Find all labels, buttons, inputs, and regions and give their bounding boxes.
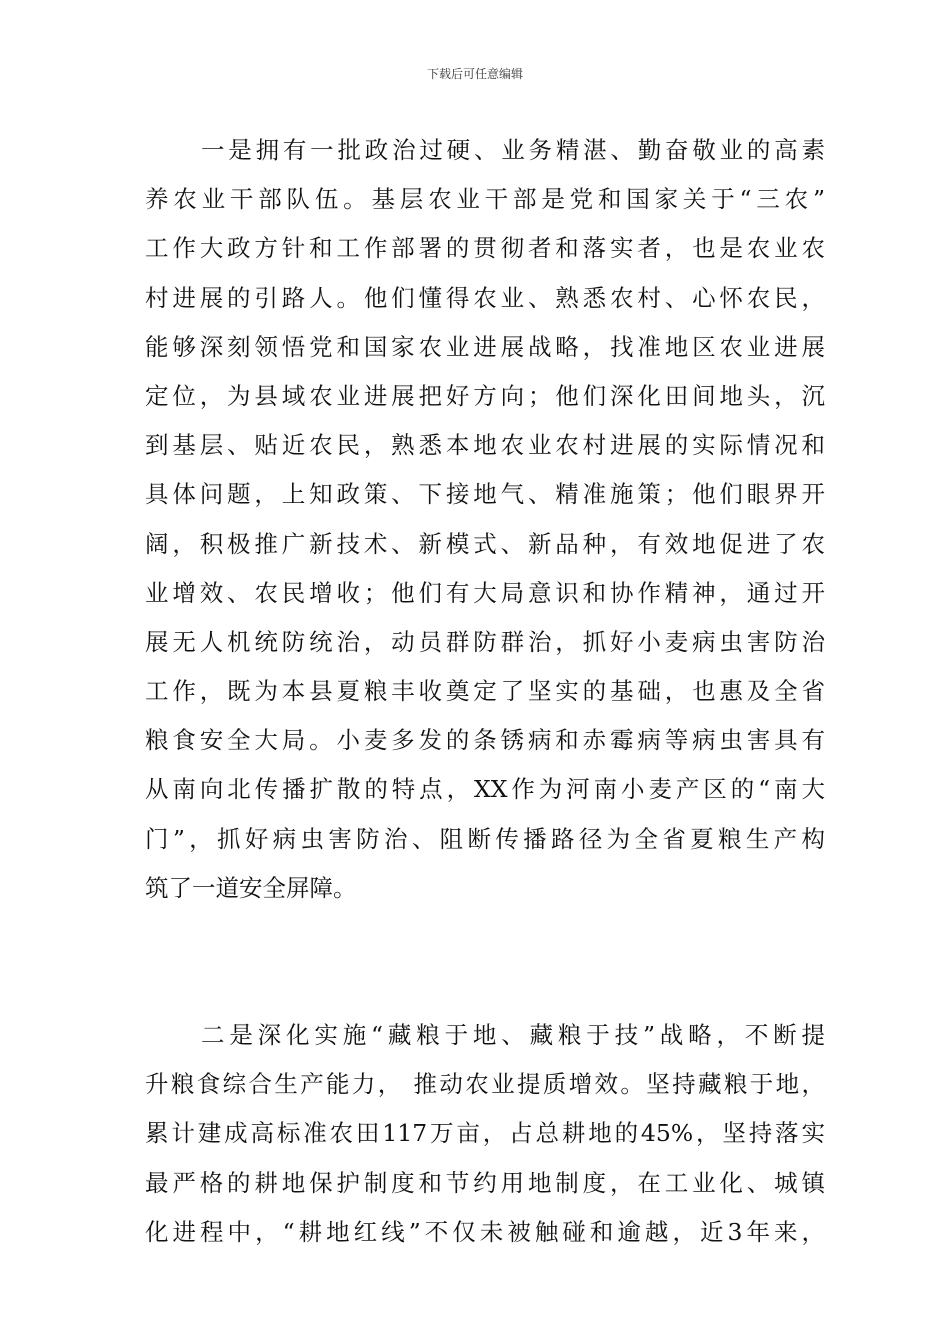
paragraph-2 — [145, 1011, 825, 1257]
paragraph-1 — [145, 126, 825, 913]
text-line: 最严格的耕地保护制度和节约用地制度，在工业化、城镇 — [145, 1168, 825, 1197]
paragraph-spacer — [145, 913, 825, 1011]
text-line: 累计建成高标准农田117万亩，占总耕地的45%，坚持落实 — [145, 1119, 825, 1148]
text-line: 业增效、农民增收；他们有大局意识和协作精神，通过开 — [145, 578, 825, 607]
text-line: 筑了一道安全屏障。 — [145, 873, 357, 902]
text-line: 门”，抓好病虫害防治、阻断传播路径为全省夏粮生产构 — [145, 824, 825, 853]
text-line: 具体问题，上知政策、下接地气、精准施策；他们眼界开 — [145, 480, 825, 509]
page-header: 下载后可任意编辑 — [426, 67, 523, 81]
text-line: 化进程中，“耕地红线”不仅未被触碰和逾越，近3年来， — [145, 1217, 825, 1246]
text-line: 二是深化实施“藏粮于地、藏粮于技”战略，不断提 — [201, 1021, 825, 1049]
text-line: 到基层、贴近农民，熟悉本地农业农村进展的实际情况和 — [145, 431, 825, 460]
text-line: 村进展的引路人。他们懂得农业、熟悉农村、心怀农民， — [145, 283, 825, 312]
text-line: 升粮食综合生产能力， 推动农业提质增效。坚持藏粮于地， — [145, 1070, 825, 1099]
text-line: 从南向北传播扩散的特点，XX作为河南小麦产区的“南大 — [145, 775, 825, 804]
text-line: 养农业干部队伍。基层农业干部是党和国家关于“三农” — [145, 185, 825, 214]
document-body — [145, 126, 825, 1257]
text-line: 能够深刻领悟党和国家农业进展战略，找准地区农业进展 — [145, 332, 825, 361]
text-line: 粮食安全大局。小麦多发的条锈病和赤霉病等病虫害具有 — [145, 726, 825, 755]
text-line: 定位，为县域农业进展把好方向；他们深化田间地头，沉 — [145, 381, 825, 410]
text-line: 一是拥有一批政治过硬、业务精湛、勤奋敬业的高素 — [201, 136, 825, 164]
text-line: 工作大政方针和工作部署的贯彻者和落实者，也是农业农 — [145, 234, 825, 263]
text-line: 展无人机统防统治，动员群防群治，抓好小麦病虫害防治 — [145, 627, 825, 656]
text-line: 工作，既为本县夏粮丰收奠定了坚实的基础，也惠及全省 — [145, 677, 825, 706]
text-line: 阔，积极推广新技术、新模式、新品种，有效地促进了农 — [145, 529, 825, 558]
